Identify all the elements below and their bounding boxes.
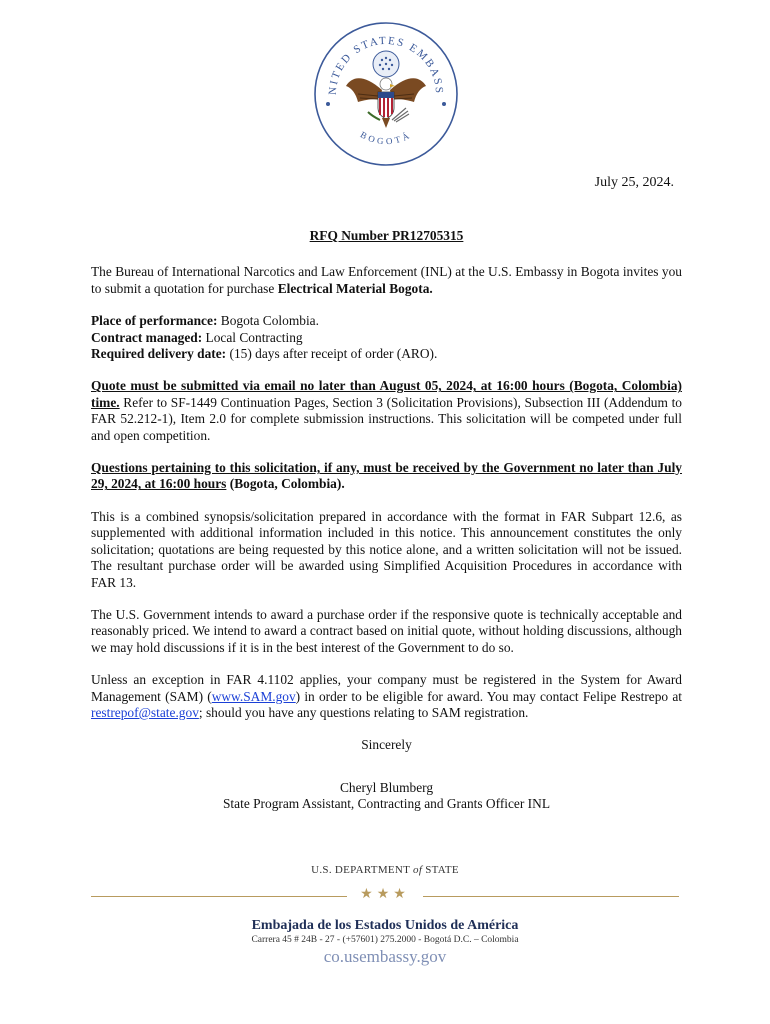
embassy-name: Embajada de los Estados Unidos de América xyxy=(251,918,519,933)
detail-label: Required delivery date: xyxy=(91,346,227,362)
intro-paragraph xyxy=(91,264,682,297)
dept-of: of xyxy=(413,864,423,876)
sam-text: ; should you have any questions relating to SAM registration. xyxy=(198,704,529,720)
questions-paragraph xyxy=(91,460,682,493)
quote-deadline: Quote must be submitted via email no later than August 05, 2024, at 16:00 hours (Bogota, Colombia) time. xyxy=(91,378,682,410)
department-name xyxy=(0,864,770,876)
detail-value: (15) days after receipt of order (ARO). xyxy=(226,346,438,362)
sam-link[interactable]: www.SAM.gov xyxy=(211,688,296,704)
seal-top-text: NITED STATES EMBASS xyxy=(326,34,446,96)
stars-icon: ★★★ xyxy=(360,887,410,902)
eagle-seal-icon xyxy=(312,20,460,168)
footer-divider xyxy=(0,886,770,908)
details-block xyxy=(91,313,682,362)
closing: Sincerely xyxy=(361,737,412,753)
dept-text: U.S. DEPARTMENT xyxy=(311,864,414,876)
dept-text: STATE xyxy=(422,864,459,876)
synopsis-paragraph: This is a combined synopsis/solicitation prepared in accordance with the format in FAR Subpart 12.6, as supplemented with additional information included in this notice. This announcement constitutes the only solicitation; quotations are being requested by this notice alone, and a written solicitation will not be issued. The resultant purchase order will be awarded using Simplified Acquisition Procedures in accordance with FAR 13. xyxy=(91,508,682,590)
seal-bottom-text: BOGOTÁ xyxy=(358,129,414,147)
sam-text: ) in order to be eligible for award. You may contact Felipe Restrepo at xyxy=(295,688,682,704)
divider-line-right xyxy=(423,896,679,897)
quote-text: Refer to SF-1449 Continuation Pages, Section 3 (Solicitation Provisions), Subsection III (Addendum to FAR 52.212-1), Item 2.0 for complete submission instructions. This solicitation will be competed under full and open competition. xyxy=(91,394,682,443)
email-link[interactable]: restrepof@state.gov xyxy=(91,704,199,720)
embassy-seal xyxy=(312,20,460,168)
sam-text: Unless an exception in FAR 4.1102 applies, your company must be registered in the System for Award Management (SAM) ( xyxy=(91,672,682,704)
letter-date: July 25, 2024. xyxy=(594,175,674,190)
quote-paragraph xyxy=(91,378,682,444)
intro-item: Electrical Material Bogota. xyxy=(277,280,433,296)
signer-name: Cheryl Blumberg xyxy=(339,779,434,795)
signer-title: State Program Assistant, Contracting and Grants Officer INL xyxy=(222,796,550,812)
letter-body xyxy=(91,228,682,813)
svg-text:BOGOTÁ xyxy=(359,129,414,146)
questions-deadline: Questions pertaining to this solicitation, if any, must be received by the Government no later than July 29, 2024, at 16:00 hours xyxy=(91,460,682,492)
detail-value: Local Contracting xyxy=(202,329,303,345)
award-paragraph: The U.S. Government intends to award a purchase order if the responsive quote is technically acceptable and reasonably priced. We intend to award a contract based on initial quote, without holding discussions, although we may hold discussions if it is in the best interest of the Government to do so. xyxy=(91,606,682,655)
detail-label: Contract managed: xyxy=(91,329,203,345)
rfq-number: RFQ Number PR12705315 xyxy=(309,228,464,243)
questions-suffix: (Bogota, Colombia). xyxy=(226,476,345,492)
embassy-address: Carrera 45 # 24B - 27 - (+57601) 275.2000 - Bogotá D.C. – Colombia xyxy=(251,935,519,945)
detail-label: Place of performance: xyxy=(91,313,218,329)
sam-paragraph xyxy=(91,672,682,721)
signature-block xyxy=(91,780,682,813)
embassy-website[interactable]: co.usembassy.gov xyxy=(323,947,447,966)
letterhead-footer xyxy=(0,864,770,967)
intro-text: The Bureau of International Narcotics and Law Enforcement (INL) at the U.S. Embassy in Bogota invites you to submit a quotation for purchase xyxy=(91,264,682,296)
detail-value: Bogota Colombia. xyxy=(217,313,319,329)
